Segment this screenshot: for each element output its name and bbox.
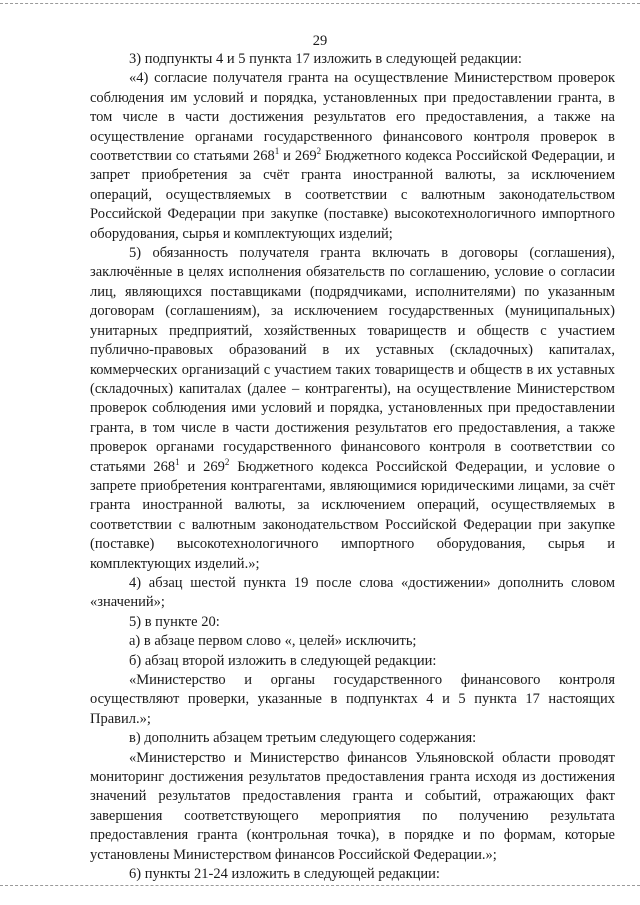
paragraph-item-5c: в) дополнить абзацем третьим следующего содержания: <box>129 730 477 747</box>
paragraph-subitem-5: 5) обязанность получателя гранта включать в договоры (соглашения), заключённые в целях исполнения обязательств по соглашению, условие о согласии лиц, являющихся поставщиками (подрядчиками, исполнителями) по указанным договорам (соглашениям), за исключением государственных (муниципальных) унитарных предприятий, хозяйственных товариществ и обществ с участием публично-правовых образований в их уставных (складочных) капиталах, коммерческих организаций с участием таких товариществ и обществ в их уставных (складочных) капиталах (далее – контрагенты), на осуществление Министерством проверок соблюдения ими условий и порядка, установленных при предоставлении гранта, в том числе в части достижения результатов его предоставления, а также проверок органами государственного финансового контроля в соответствии со статьями $268^1$ и $269^2$ Бюджетного кодекса Российской Федерации, и условие о запрете приобретения контрагентами, являющимися юридическими лицами, за счёт гранта иностранной валюты, за исключением операций, осуществляемых в соответствии с валютным законодательством Российской Федерации при закупке (поставке) высокотехнологичного импортного оборудования, сырья и комплектующих изделий.»; <box>90 245 615 572</box>
superscript: 2 <box>224 456 230 467</box>
paragraph-item-5b: б) абзац второй изложить в следующей редакции: <box>129 652 437 669</box>
paragraph-subitem-4: «4) согласие получателя гранта на осуществление Министерством проверок соблюдения им условий и порядка, установленных при предоставлении гранта, в том числе в части достижения результатов его предоставления, а также на осуществление органами государственного финансового контроля проверок в соответствии со статьями $268^1$ и $269^2$ Бюджетного кодекса Российской Федерации, и запрет приобретения за счёт гранта иностранной валюты, за исключением операций, осуществляемых в соответствии с валютным законодательством Российской Федерации при закупке (поставке) высокотехнологичного импортного оборудования, сырья и комплектующих изделий; <box>90 70 615 242</box>
scan-edge-top <box>0 3 640 4</box>
paragraph-item-5a: а) в абзаце первом слово «, целей» исключить; <box>129 633 417 650</box>
paragraph-item-3: 3) подпункты 4 и 5 пункта 17 изложить в следующей редакции: <box>129 51 522 67</box>
page-number: 29 <box>312 33 328 49</box>
paragraph-item-6: 6) пункты 21-24 изложить в следующей редакции: <box>129 866 440 883</box>
paragraph-quote-monitoring: «Министерство и Министерство финансов Ульяновской области проводят мониторинг достижения результатов предоставления гранта исходя из достижения значений результатов предоставления гранта и событий, отражающих факт завершения соответствующего мероприятия по получению результата предоставления гранта (контрольная точка), в порядке и по формам, которые установлены Министерством финансов Российской Федерации.»; <box>90 749 615 863</box>
scan-edge-bottom <box>0 885 640 886</box>
superscript: 1 <box>274 146 280 157</box>
superscript: 1 <box>175 456 180 467</box>
superscript: 2 <box>316 146 322 157</box>
paragraph-quote-ministry: «Министерство и органы государственного финансового контроля осуществляют проверки, указанные в подпунктах 4 и 5 пункта 17 настоящих Правил.»; <box>90 672 615 727</box>
paragraph-item-5: 5) в пункте 20: <box>129 613 220 630</box>
paragraph-item-4: 4) абзац шестой пункта 19 после слова «достижении» дополнить словом «значений»; <box>90 574 615 611</box>
document-body <box>90 50 615 884</box>
